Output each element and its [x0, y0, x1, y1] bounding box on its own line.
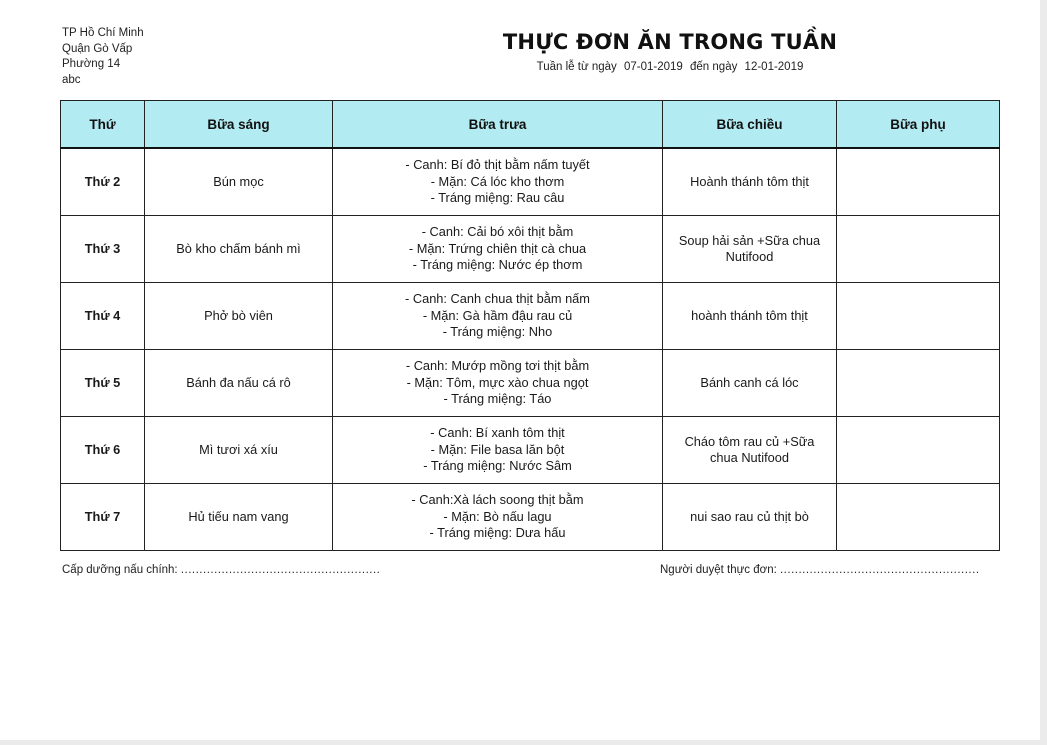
day-cell: Thứ 7 [61, 484, 145, 551]
table-row [61, 283, 1000, 350]
lunch-main: - Mặn: Tôm, mực xào chua ngọt [406, 374, 589, 390]
approver-dotted-line: ...................................................... [779, 564, 980, 576]
snack-cell [837, 484, 1000, 551]
lunch-dessert: - Tráng miệng: Dưa hấu [429, 525, 566, 541]
afternoon-line: nui sao rau củ thịt bò [690, 508, 809, 524]
cook-signature-line [62, 564, 380, 576]
table-row [61, 484, 1000, 551]
afternoon-cell [663, 216, 837, 283]
table-row [61, 350, 1000, 417]
snack-cell [837, 148, 1000, 216]
column-header-snack: Bữa phụ [837, 101, 1000, 149]
table-row [61, 216, 1000, 283]
weekly-menu-table [60, 100, 1000, 551]
lunch-soup: - Canh:Xà lách soong thịt bằm [411, 492, 584, 508]
page-title: THỰC ĐƠN ĂN TRONG TUẦN [502, 30, 838, 54]
lunch-cell [333, 216, 663, 283]
afternoon-cell [663, 148, 837, 216]
afternoon-cell [663, 283, 837, 350]
lunch-cell [333, 417, 663, 484]
afternoon-line: Nutifood [725, 249, 774, 264]
breakfast-cell: Phở bò viên [145, 283, 333, 350]
org-line: TP Hồ Chí Minh [62, 27, 144, 39]
org-line: abc [62, 73, 81, 86]
date-range [440, 61, 900, 73]
day-cell: Thứ 5 [61, 350, 145, 417]
afternoon-line: Bánh canh cá lóc [700, 374, 799, 390]
table-row [61, 417, 1000, 484]
start-date: 07-01-2019 [623, 61, 683, 73]
table-row [61, 148, 1000, 216]
lunch-cell [333, 350, 663, 417]
afternoon-cell [663, 484, 837, 551]
date-range-mid: đến ngày [690, 61, 738, 73]
lunch-dessert: - Tráng miệng: Nước ép thơm [412, 257, 583, 273]
lunch-main: - Mặn: Gà hầm đậu rau củ [422, 307, 573, 323]
snack-cell [837, 350, 1000, 417]
breakfast-cell: Bánh đa nấu cá rô [145, 350, 333, 417]
lunch-cell [333, 148, 663, 216]
lunch-soup: - Canh: Bí đỏ thịt bằm nấm tuyết [405, 157, 590, 173]
day-cell: Thứ 3 [61, 216, 145, 283]
approver-signature-line [660, 564, 980, 576]
breakfast-cell: Hủ tiếu nam vang [145, 484, 333, 551]
breakfast-cell: Bò kho chấm bánh mì [145, 216, 333, 283]
organization-block [62, 26, 144, 88]
afternoon-line: chua Nutifood [710, 450, 789, 465]
snack-cell [837, 417, 1000, 484]
afternoon-cell [663, 417, 837, 484]
lunch-main: - Mặn: File basa lăn bột [430, 441, 565, 457]
lunch-dessert: - Tráng miệng: Nước Sâm [423, 458, 572, 474]
column-header-breakfast: Bữa sáng [145, 101, 333, 149]
lunch-main: - Mặn: Trứng chiên thịt cà chua [408, 240, 587, 256]
day-cell: Thứ 4 [61, 283, 145, 350]
lunch-dessert: - Tráng miệng: Táo [443, 391, 552, 407]
approver-label: Người duyệt thực đơn: [660, 564, 777, 576]
snack-cell [837, 283, 1000, 350]
lunch-main: - Mặn: Cá lóc kho thơm [430, 173, 565, 189]
cook-label: Cấp dưỡng nấu chính: [62, 564, 178, 576]
lunch-dessert: - Tráng miệng: Rau câu [430, 190, 565, 206]
column-header-lunch: Bữa trưa [333, 101, 663, 149]
lunch-cell [333, 484, 663, 551]
afternoon-line: Soup hải sản +Sữa chua [678, 232, 821, 248]
lunch-soup: - Canh: Bí xanh tôm thịt [430, 425, 565, 441]
column-header-day: Thứ [61, 101, 145, 149]
snack-cell [837, 216, 1000, 283]
lunch-dessert: - Tráng miệng: Nho [442, 324, 553, 340]
day-cell: Thứ 6 [61, 417, 145, 484]
lunch-soup: - Canh: Cải bó xôi thịt bằm [421, 224, 574, 240]
breakfast-cell: Bún mọc [145, 148, 333, 216]
table-header-row [61, 101, 1000, 149]
afternoon-line: Hoành thánh tôm thịt [690, 173, 809, 189]
lunch-soup: - Canh: Canh chua thịt bằm nấm [405, 291, 590, 307]
org-line: Phường 14 [62, 58, 121, 70]
afternoon-line: Cháo tôm rau củ +Sữa [684, 433, 815, 449]
breakfast-cell: Mì tươi xá xíu [145, 417, 333, 484]
org-line: Quận Gò Vấp [62, 42, 133, 55]
date-range-prefix: Tuần lễ từ ngày [536, 61, 617, 73]
end-date: 12-01-2019 [744, 61, 804, 73]
afternoon-cell [663, 350, 837, 417]
afternoon-line: hoành thánh tôm thịt [691, 307, 808, 323]
cook-dotted-line: ...................................................... [180, 564, 381, 576]
lunch-main: - Mặn: Bò nấu lagu [443, 508, 552, 524]
column-header-afternoon: Bữa chiều [663, 101, 837, 149]
lunch-cell [333, 283, 663, 350]
lunch-soup: - Canh: Mướp mồng tơi thịt bằm [405, 358, 590, 374]
day-cell: Thứ 2 [61, 148, 145, 216]
